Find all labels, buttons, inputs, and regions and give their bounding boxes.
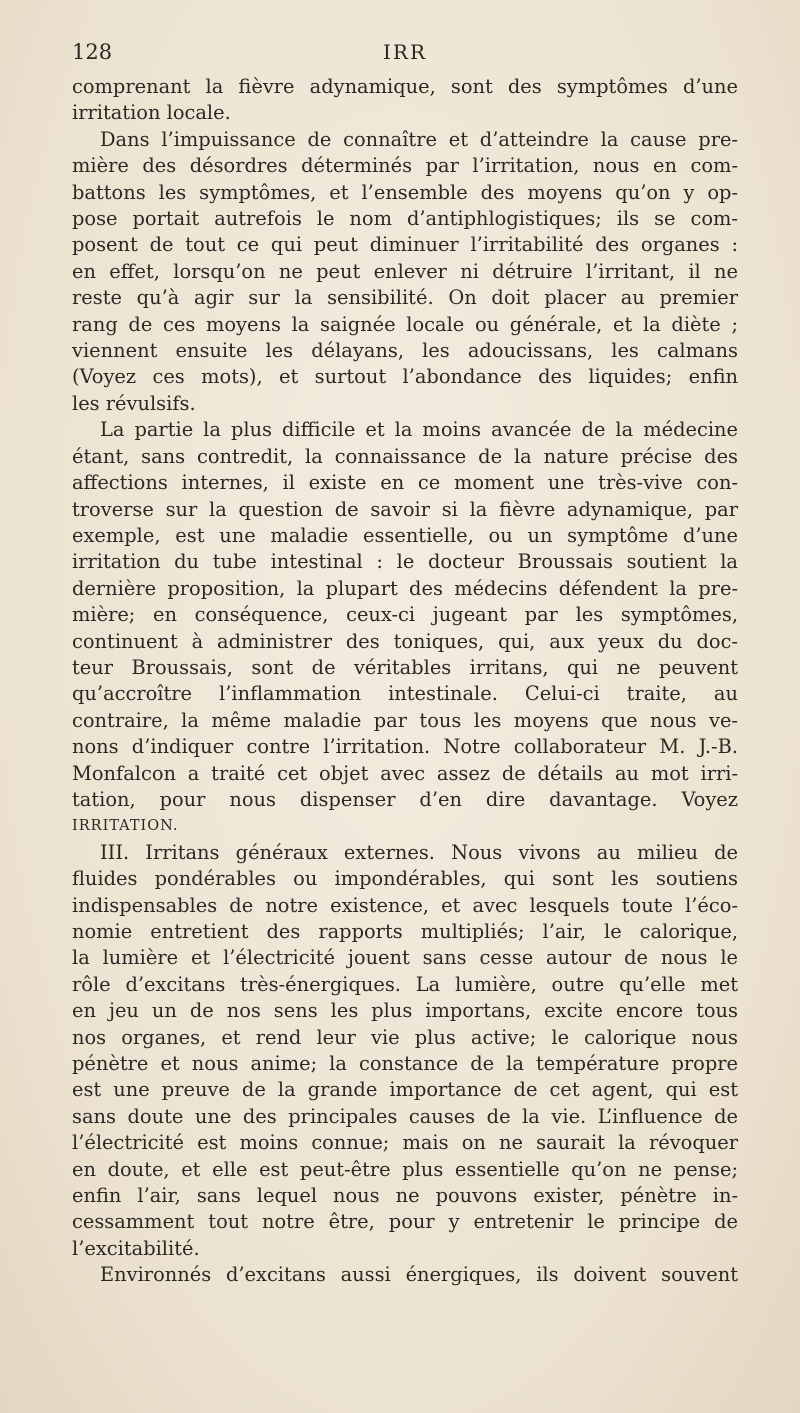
text-line: cessamment tout notre être, pour y entretenir le principe de (72, 1210, 738, 1234)
text-line: qu’accroître l’inflammation intestinale. Celui-ci traite, au (72, 682, 738, 706)
text-line: exemple, est une maladie essentielle, ou un symptôme d’une (72, 523, 738, 547)
text-line: comprenant la fièvre adynamique, sont des symptômes d’une (72, 75, 738, 98)
page-number: 128 (72, 40, 113, 64)
text-line: l’excitabilité. (72, 1236, 200, 1260)
text-line: indispensables de notre existence, et avec lesquels toute l’éco- (72, 893, 738, 917)
text-line: mière; en conséquence, ceux-ci jugeant par les symptômes, (72, 603, 738, 627)
text-line: fluides pondérables ou impondérables, qui sont les soutiens (72, 867, 738, 891)
text-line: nons d’indiquer contre l’irritation. Notre collaborateur M. J.-B. (72, 735, 738, 759)
text-line: Monfalcon a traité cet objet avec assez de détails au mot irri- (72, 761, 738, 785)
text-line: Dans l’impuissance de connaître et d’atteindre la cause pre- (100, 127, 738, 151)
text-line: battons les symptômes, et l’ensemble des moyens qu’on y op- (72, 180, 738, 204)
text-line: posent de tout ce qui peut diminuer l’irritabilité des organes : (72, 233, 738, 257)
text-line: continuent à administrer des toniques, qui, aux yeux du doc- (72, 629, 738, 653)
text-line: en effet, lorsqu’on ne peut enlever ni détruire l’irritant, il ne (72, 259, 738, 283)
text-line: troverse sur la question de savoir si la fièvre adynamique, par (72, 497, 738, 521)
text-line: affections internes, il existe en ce moment une très-vive con- (72, 471, 738, 495)
text-line: sans doute une des principales causes de la vie. L’influence de (72, 1104, 738, 1128)
text-line: les révulsifs. (72, 391, 196, 415)
text-line: contraire, la même maladie par tous les moyens que nous ve- (72, 708, 738, 732)
text-line: en jeu un de nos sens les plus importans, excite encore tous (72, 999, 738, 1023)
text-line: pénètre et nous anime; la constance de la température propre (72, 1052, 738, 1076)
page-header (72, 40, 738, 74)
section-heading-line: III. Irritans généraux externes. Nous vivons au milieu de (100, 840, 738, 864)
text-line: pose portait autrefois le nom d’antiphlogistiques; ils se com- (72, 207, 738, 231)
body-text (72, 74, 738, 1289)
text-line: tation, pour nous dispenser d’en dire davantage. Voyez (72, 787, 738, 811)
text-line: Environnés d’excitans aussi énergiques, ils doivent souvent (100, 1263, 738, 1287)
cross-reference: IRRITATION. (72, 818, 179, 835)
text-line: nos organes, et rend leur vie plus active; le calorique nous (72, 1025, 738, 1049)
text-line: teur Broussais, sont de véritables irritans, qui ne peuvent (72, 655, 738, 679)
text-line: rôle d’excitans très-énergiques. La lumière, outre qu’elle met (72, 972, 738, 996)
text-line: dernière proposition, la plupart des médecins défendent la pre- (72, 576, 738, 600)
text-line: en doute, et elle est peut-être plus essentielle qu’on ne pense; (72, 1157, 738, 1181)
text-line: la lumière et l’électricité jouent sans cesse autour de nous le (72, 946, 738, 970)
text-line: viennent ensuite les délayans, les adoucissans, les calmans (72, 339, 738, 363)
text-line: l’électricité est moins connue; mais on ne saurait la révoquer (72, 1131, 738, 1155)
text-line: irritation locale. (72, 101, 231, 125)
text-line: nomie entretient des rapports multipliés; l’air, le calorique, (72, 920, 738, 943)
text-line: La partie la plus difficile et la moins avancée de la médecine (100, 418, 738, 442)
text-line: reste qu’à agir sur la sensibilité. On doit placer au premier (72, 286, 738, 310)
running-head: IRR (382, 40, 428, 64)
text-line: irritation du tube intestinal : le docteur Broussais soutient la (72, 550, 738, 574)
text-line: étant, sans contredit, la connaissance de la nature précise des (72, 444, 738, 468)
text-line: mière des désordres déterminés par l’irritation, nous en com- (72, 154, 738, 178)
text-line: (Voyez ces mots), et surtout l’abondance des liquides; enfin (72, 365, 738, 389)
text-line: enfin l’air, sans lequel nous ne pouvons exister, pénètre in- (72, 1184, 738, 1208)
text-line: rang de ces moyens la saignée locale ou générale, et la diète ; (72, 312, 738, 336)
text-line: est une preuve de la grande importance de cet agent, qui est (72, 1078, 738, 1102)
